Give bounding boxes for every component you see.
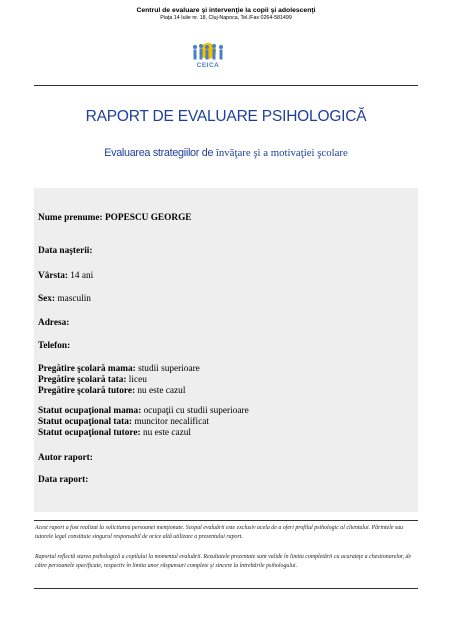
people-icon [187, 42, 229, 64]
logo-text: CEICA [196, 62, 220, 69]
adresa-label: Adresa: [38, 318, 70, 328]
sex-label: Sex: [38, 294, 56, 304]
field-data-nasterii [38, 246, 92, 257]
field-data-raport [38, 475, 88, 486]
pregatire-tutore-label: Pregătire şcolară tutore: [38, 386, 136, 396]
field-pregatire-mama [38, 364, 200, 375]
statut-mama-value: ocupaţii cu studii superioare [143, 406, 249, 416]
statut-mama-label: Statut ocupaţional mama: [38, 406, 142, 416]
subtitle-part-2: învăţare şi a motivaţiei şcolare [215, 147, 348, 159]
disclaimer-paragraph-2: Raportul reflectă starea psihologică a copilului la momentul evaluării. Rezultatele prezentate sunt valide în limita completării cu acurateţe a chestionarelor, de către persoanele specificate, respectiv în limita unor răspunsuri complete şi sincere la întrebările psihologului. [35, 554, 412, 569]
field-pregatire-tutore [38, 386, 185, 397]
nume-value: POPESCU GEORGE [104, 213, 192, 223]
varsta-value: 14 ani [70, 271, 94, 281]
header-divider [34, 85, 418, 86]
statut-tutore-value: nu este cazul [142, 428, 191, 438]
statut-tata-label: Statut ocupaţional tata: [38, 417, 133, 427]
data-raport-label: Data raport: [38, 475, 89, 485]
pregatire-tutore-value: nu este cazul [137, 386, 186, 396]
sex-value: masculin [57, 294, 91, 304]
statut-tata-value: muncitor necalificat [134, 417, 209, 427]
field-sex [38, 294, 91, 305]
footer-divider [34, 588, 418, 589]
pregatire-tata-label: Pregătire şcolară tata: [38, 375, 127, 385]
field-statut-tutore [38, 428, 191, 439]
data-nasterii-label: Data naşterii: [38, 246, 93, 256]
center-address: Piaţa 14 Iulie nr. 18, Cluj-Napoca, Tel./Fax 0264-581499 [160, 15, 292, 21]
field-nume [38, 213, 192, 224]
ceica-logo [187, 42, 229, 72]
field-varsta [38, 271, 93, 282]
letterhead [0, 6, 452, 22]
pregatire-tata-value: liceu [128, 375, 147, 385]
field-statut-mama [38, 406, 249, 417]
field-statut-tata [38, 417, 209, 428]
nume-label: Nume prenume: [38, 213, 103, 223]
center-name: Centrul de evaluare şi intervenţie la copii şi adolescenţi [136, 7, 316, 14]
report-title: RAPORT DE EVALUARE PSIHOLOGICĂ [85, 108, 367, 125]
subtitle-part-1: Evaluarea strategiilor de [104, 147, 214, 159]
disclaimer-paragraph-1: Acest raport a fost realizat la solicitarea persoanei menţionate. Scopul evaluării este exclusiv acela de a oferi profilul psihologic al clientului. Părintele sau tutorele legal constituie singurul responsabil de orice altă utilizare a prezentului raport. [35, 525, 404, 540]
report-subtitle [0, 147, 452, 159]
field-pregatire-tata [38, 375, 147, 386]
autor-label: Autor raport: [38, 453, 93, 463]
disclaimer-divider [34, 520, 418, 521]
statut-tutore-label: Statut ocupaţional tutore: [38, 428, 141, 438]
varsta-label: Vârsta: [38, 271, 68, 281]
field-adresa [38, 318, 69, 329]
pregatire-mama-value: studii superioare [138, 364, 200, 374]
pregatire-mama-label: Pregătire şcolară mama: [38, 364, 136, 374]
field-autor [38, 453, 93, 464]
field-telefon [38, 341, 70, 352]
telefon-label: Telefon: [38, 341, 71, 351]
